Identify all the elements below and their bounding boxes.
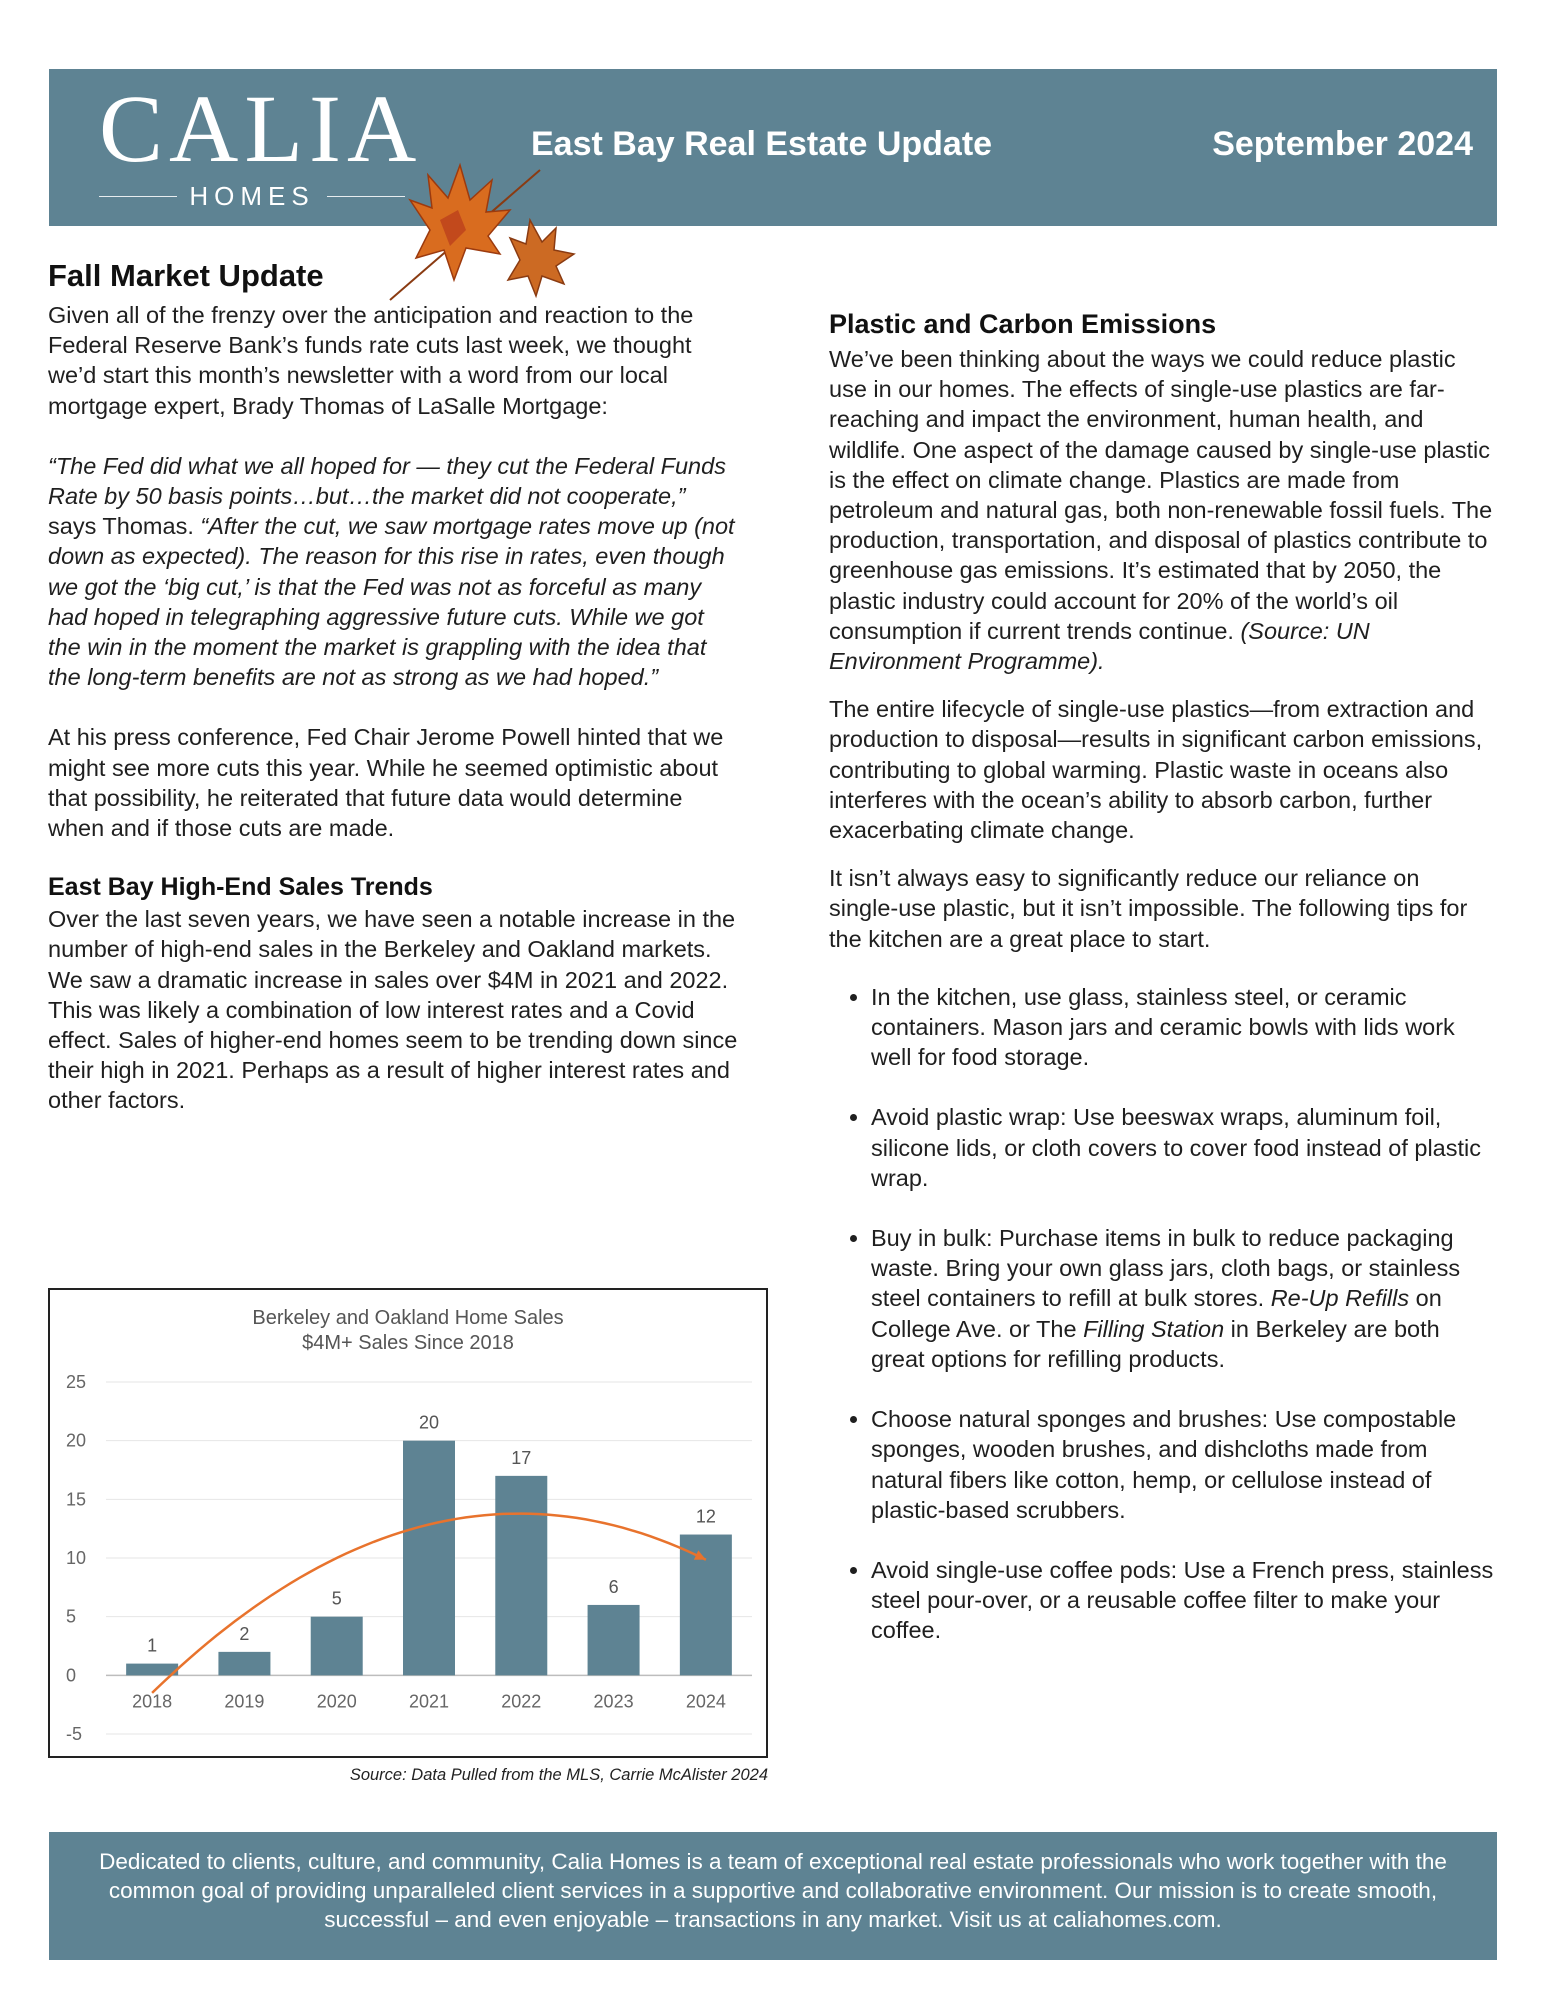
data-label: 6 <box>608 1576 619 1597</box>
tip-text: Buy in bulk: Purchase items in bulk to reduce packaging waste. Bring your own glass jars, cloth bags, or stainless steel containers to refill at bulk stores. <box>871 1225 1461 1312</box>
tip-text: in Berkeley are both great options for refilling products. <box>871 1315 1440 1372</box>
y-tick-label: 15 <box>66 1489 87 1510</box>
data-label: 12 <box>695 1506 716 1527</box>
bar <box>680 1535 732 1676</box>
logo-subtitle <box>99 181 405 212</box>
data-label: 17 <box>511 1447 532 1468</box>
bar <box>126 1664 178 1676</box>
tip-item: • Avoid single-use coffee pods: Use a French press, stainless steel pour-over, or a reusable coffee filter to make your coffee. <box>871 1555 1495 1646</box>
bar <box>311 1617 363 1676</box>
data-label: 1 <box>147 1635 158 1656</box>
x-tick-label: 2019 <box>224 1691 265 1712</box>
trends-paragraph: Over the last seven years, we have seen a notable increase in the number of high-end sales in the Berkeley and Oakland markets. We saw a dramatic increase in sales over $4M in 2021 and 2022. This was likely a combination of low interest rates and a Covid effect. Sales of higher-end homes seem to be trending down since their high in 2021. Perhaps as a result of higher interest rates and other factors. <box>48 906 738 1114</box>
quote-part-1: “The Fed did what we all hoped for — they cut the Federal Funds Rate by 50 basis points…but…the market did not cooperate,” <box>48 452 726 510</box>
bar <box>495 1476 547 1675</box>
newsletter-header <box>49 69 1497 226</box>
plastic-paragraph-3: It isn’t always easy to significantly reduce our reliance on single-use plastic, but it isn’t impossible. The following tips for the kitchen are a great place to start. <box>829 865 1468 952</box>
newsletter-footer <box>49 1832 1497 1960</box>
bar <box>588 1605 640 1675</box>
chart-title: Berkeley and Oakland Home Sales <box>252 1307 564 1329</box>
bar <box>403 1441 455 1676</box>
tip-item <box>871 1223 1495 1374</box>
x-tick-label: 2020 <box>316 1691 357 1712</box>
intro-paragraph: Given all of the frenzy over the anticipation and reaction to the Federal Reserve Bank’s funds rate cuts last week, we thought we’d start this month’s newsletter with a word from our local mortgage expert, Brady Thomas of LaSalle Mortgage: <box>48 302 694 419</box>
y-tick-label: 25 <box>66 1372 87 1392</box>
chart-subtitle: $4M+ Sales Since 2018 <box>302 1332 514 1354</box>
y-tick-label: 10 <box>66 1548 87 1568</box>
x-tick-label: 2024 <box>685 1691 726 1712</box>
data-label: 2 <box>239 1623 250 1644</box>
data-label: 5 <box>331 1588 342 1609</box>
x-tick-label: 2021 <box>408 1691 450 1712</box>
mortgage-quote <box>48 451 738 693</box>
logo-wordmark: CALIA <box>99 75 423 182</box>
x-tick-label: 2018 <box>132 1691 173 1712</box>
quote-part-2: “After the cut, we saw mortgage rates move up (not down as expected). The reason for this rise in rates, even though we got the ‘big cut,’ is that the Fed was not as forceful as many had hoped in telegraphing aggressive future cuts. While we got the win in the moment the market is grappling with the idea that the long-term benefits are not as strong as we had hoped.” <box>48 513 735 691</box>
powell-paragraph: At his press conference, Fed Chair Jerome Powell hinted that we might see more cuts this year. While he seemed optimistic about that possibility, he reiterated that future data would determine when and if those cuts are made. <box>48 724 724 842</box>
left-column <box>48 258 738 1116</box>
footer-text: Dedicated to clients, culture, and community, Calia Homes is a team of exceptional real estate professionals who work together with the common goal of providing unparalleled client services in a supportive and collaborative environment. Our mission is to create smooth, successful – and even enjoyable – transactions in any market. Visit us at caliahomes.com. <box>99 1849 1447 1932</box>
y-tick-label: 0 <box>66 1665 77 1686</box>
plastic-paragraph-1 <box>829 344 1495 676</box>
y-tick-label: 5 <box>66 1606 77 1627</box>
fall-market-heading: Fall Market Update <box>48 258 324 293</box>
tip-text: on College Ave. or The <box>871 1285 1442 1342</box>
logo-rule-left <box>99 196 177 197</box>
plastic-source: (Source: UN Environment Programme). <box>829 617 1370 675</box>
sales-chart <box>48 1288 768 1758</box>
logo-subtitle-text: HOMES <box>189 181 315 211</box>
x-tick-label: 2023 <box>593 1691 634 1712</box>
store-name: Filling Station <box>1083 1315 1225 1342</box>
trends-heading: East Bay High-End Sales Trends <box>48 873 433 902</box>
sales-chart-svg <box>50 1290 766 1756</box>
right-column <box>829 309 1495 1676</box>
newsletter-date: September 2024 <box>1212 125 1473 163</box>
store-name: Re-Up Refills <box>1270 1285 1410 1312</box>
tip-item: • Choose natural sponges and brushes: Use compostable sponges, wooden brushes, and dishcloths made from natural fibers like cotton, hemp, or cellulose instead of plastic-based scrubbers. <box>871 1404 1495 1525</box>
plastic-paragraph-1-text: We’ve been thinking about the ways we could reduce plastic use in our homes. The effects of single-use plastics are far-reaching and impact the environment, human health, and wildlife. One aspect of the damage caused by single-use plastic is the effect on climate change. Plastics are made from petroleum and natural gas, both non-renewable fossil fuels. The production, transportation, and disposal of plastics contribute to greenhouse gas emissions. It’s estimated that by 2050, the plastic industry could account for 20% of the world’s oil consumption if current trends continue. <box>829 346 1493 644</box>
kitchen-tips-list <box>829 982 1495 1646</box>
tip-item: • Avoid plastic wrap: Use beeswax wraps, aluminum foil, silicone lids, or cloth covers to cover food instead of plastic wrap. <box>871 1102 1495 1193</box>
chart-source: Source: Data Pulled from the MLS, Carrie McAlister 2024 <box>349 1766 768 1784</box>
y-tick-label: 20 <box>66 1430 87 1451</box>
bar <box>218 1652 270 1675</box>
y-tick-label: -5 <box>66 1724 83 1744</box>
x-tick-label: 2022 <box>501 1691 542 1712</box>
quote-attribution: says Thomas. <box>48 513 201 540</box>
newsletter-title: East Bay Real Estate Update <box>531 125 993 163</box>
plastic-heading: Plastic and Carbon Emissions <box>829 309 1217 339</box>
data-label: 20 <box>418 1412 440 1433</box>
tip-item: • In the kitchen, use glass, stainless steel, or ceramic containers. Mason jars and ceramic bowls with lids work well for food storage. <box>871 982 1495 1073</box>
plastic-paragraph-2: The entire lifecycle of single-use plastics—from extraction and production to disposal—results in significant carbon emissions, contributing to global warming. Plastic waste in oceans also interferes with the ocean’s ability to absorb carbon, further exacerbating climate change. <box>829 696 1483 844</box>
